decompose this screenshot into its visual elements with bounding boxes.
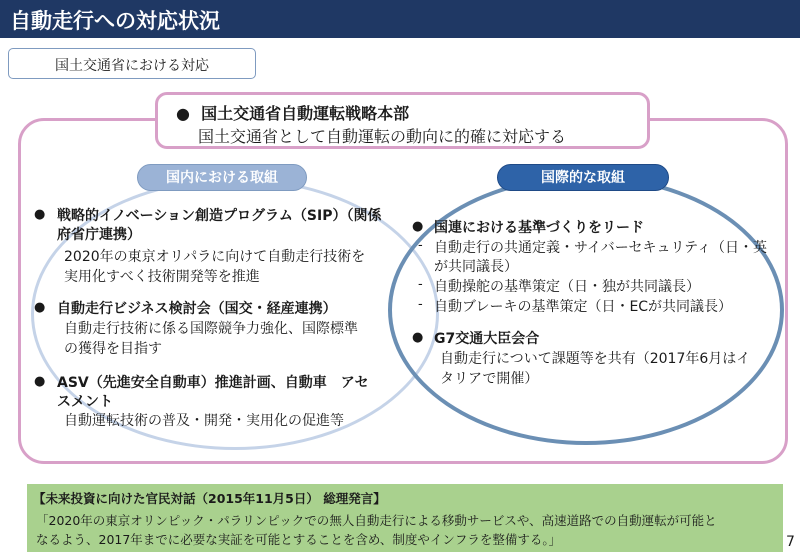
intl-sub-3: 自動ブレーキの基準策定（日・ECが共同議長）	[434, 299, 733, 315]
bullet-icon: ●	[34, 374, 46, 389]
bullet-icon: ●	[176, 104, 190, 123]
international-label: 国際的な取組	[497, 164, 669, 191]
domestic-label: 国内における取組	[137, 164, 307, 191]
domestic-item-2-desc-cont: の獲得を目指す	[64, 341, 162, 357]
bullet-icon: ●	[412, 330, 424, 345]
hq-title	[176, 101, 409, 124]
domestic-item-1-title: 戦略的イノベーション創造プログラム（SIP）（関係	[57, 208, 382, 224]
domestic-item-1-desc: 2020年の東京オリパラに向けて自動走行技術を	[64, 249, 366, 265]
dash-icon: -	[418, 277, 423, 292]
pm-statement-heading: 【未来投資に向けた官民対話（2015年11月5日） 総理発言】	[33, 491, 386, 506]
intl-sub-1-cont: が共同議長）	[434, 259, 518, 275]
domestic-item-3-desc: 自動運転技術の普及・開発・実用化の促進等	[64, 413, 344, 429]
dash-icon: -	[418, 297, 423, 312]
domestic-item-3-title-cont: スメント	[57, 394, 113, 410]
section-tag-label: 国土交通省における対応	[55, 58, 209, 74]
bullet-icon: ●	[34, 300, 46, 315]
bullet-icon: ●	[412, 219, 424, 234]
intl-sub-1: 自動走行の共通定義・サイバーセキュリティ（日・英	[434, 240, 768, 256]
page-number: 7	[786, 534, 795, 550]
domestic-item-3-title: ASV（先進安全自動車）推進計画、自動車 アセ	[57, 375, 369, 391]
intl-sub-2: 自動操舵の基準策定（日・独が共同議長）	[434, 279, 700, 295]
bullet-icon: ●	[34, 207, 46, 222]
intl-item-1-title: 国連における基準づくりをリード	[434, 220, 644, 236]
domestic-item-1-desc-cont: 実用化すべく技術開発等を推進	[64, 269, 260, 285]
domestic-item-2-title: 自動走行ビジネス検討会（国交・経産連携）	[57, 301, 337, 317]
pm-statement-quote-cont: なるよう、2017年までに必要な実証を可能とすることを含め、制度やインフラを整備する。」	[36, 532, 562, 547]
pm-statement-box	[27, 484, 783, 552]
hq-subtitle: 国土交通省として自動運転の動向に的確に対応する	[198, 127, 567, 146]
dash-icon: -	[418, 238, 423, 253]
section-tag	[8, 48, 256, 79]
hq-box	[155, 92, 650, 149]
title-bar	[0, 0, 800, 38]
page-title: 自動走行への対応状況	[10, 9, 220, 33]
domestic-item-1-title-cont: 府省庁連携）	[57, 227, 141, 243]
intl-item-2-desc-cont: タリアで開催）	[440, 371, 539, 387]
intl-item-2-title: G7交通大臣会合	[434, 331, 540, 347]
domestic-item-2-desc: 自動走行技術に係る国際競争力強化、国際標準	[64, 321, 358, 337]
hq-title-text: 国土交通省自動運転戦略本部	[201, 104, 410, 123]
intl-item-2-desc: 自動走行について課題等を共有（2017年6月はイ	[440, 351, 751, 367]
pm-statement-quote: 「2020年の東京オリンピック・パラリンピックでの無人自動走行による移動サービスや、高速道路での自動運転が可能と	[36, 513, 717, 528]
